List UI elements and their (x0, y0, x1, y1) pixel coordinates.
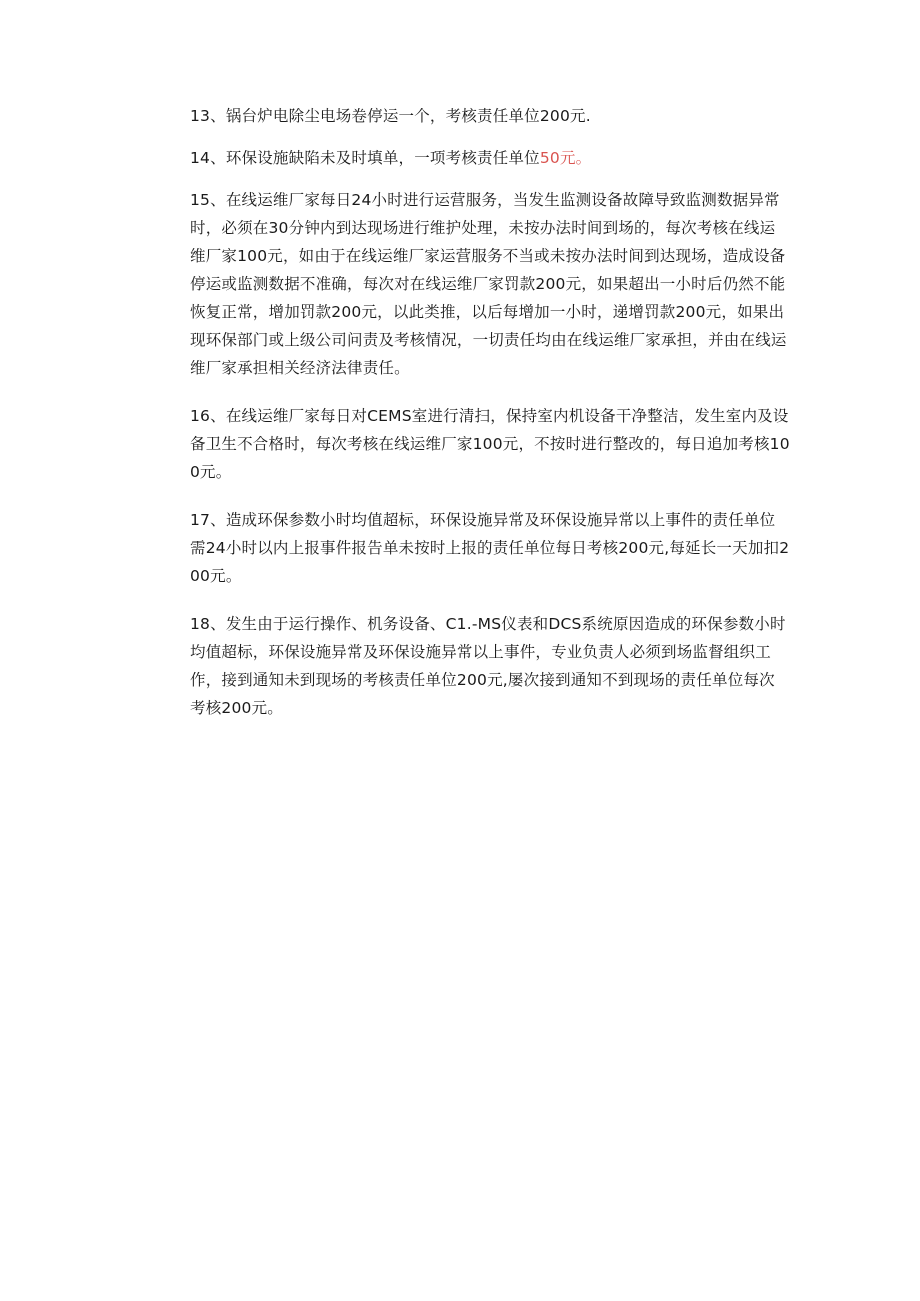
clause-17: 17、造成环保参数小时均值超标，环保设施异常及环保设施异常以上事件的责任单位需24小时以内上报事件报告单未按时上报的责任单位每日考核200元,每延长一天加扣200元。 (190, 511, 790, 585)
clause-14-highlighted-amount: 50元。 (539, 149, 592, 167)
document-body (190, 102, 790, 722)
clause-14-text: 14、环保设施缺陷未及时填单，一项考核责任单位 (190, 149, 540, 167)
clause-15: 15、在线运维厂家每日24小时进行运营服务，当发生监测设备故障导致监测数据异常时，必须在30分钟内到达现场进行维护处理，未按办法时间到场的，每次考核在线运维厂家100元，如由于在线运维厂家运营服务不当或未按办法时间到达现场，造成设备停运或监测数据不准确，每次对在线运维厂家罚款200元，如果超出一小时后仍然不能恢复正常，增加罚款200元，以此类推，以后每增加一小时，递增罚款200元，如果出现环保部门或上级公司问责及考核情况，一切责任均由在线运维厂家承担，并由在线运维厂家承担相关经济法律责任。 (190, 191, 787, 377)
clause-13: 13、锅台炉电除尘电场卷停运一个，考核责任单位200元. (190, 107, 591, 125)
clause-18: 18、发生由于运行操作、机务设备、C1.-MS仪表和DCS系统原因造成的环保参数小时均值超标，环保设施异常及环保设施异常以上事件，专业负责人必须到场监督组织工作，接到通知未到现场的考核责任单位200元,屡次接到通知不到现场的责任单位每次考核200元。 (190, 615, 786, 717)
clause-14 (190, 144, 790, 172)
clause-16: 16、在线运维厂家每日对CEMS室进行清扫，保持室内机设备干净整洁，发生室内及设备卫生不合格时，每次考核在线运维厂家100元，不按时进行整改的，每日追加考核100元。 (190, 407, 790, 481)
